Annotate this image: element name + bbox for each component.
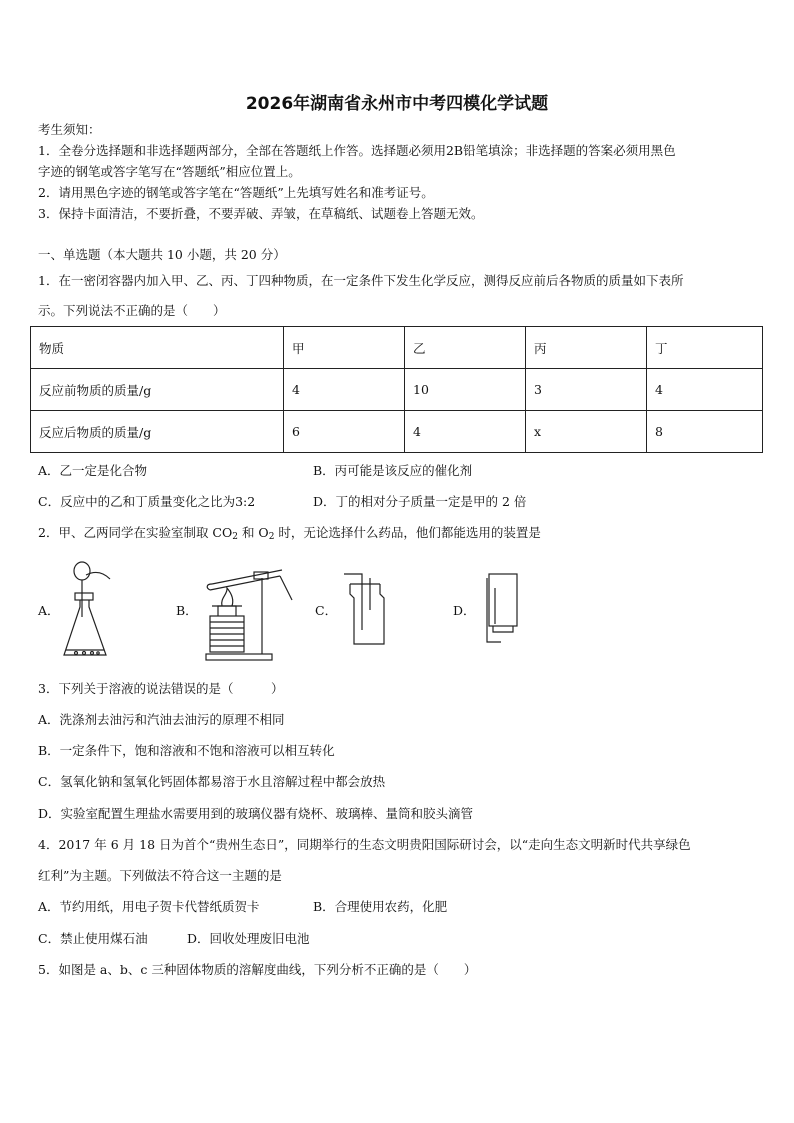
table-cell: 4 <box>405 411 526 453</box>
table-cell: 反应后物质的质量/g <box>31 411 284 453</box>
table-header-row <box>31 327 763 369</box>
notice-item: 2．请用黑色字迹的钢笔或答字笔在“答题纸”上先填写姓名和准考证号。 <box>38 185 434 200</box>
table-cell: 丁 <box>647 327 763 369</box>
question-3-stem: 3．下列关于溶液的说法错误的是（ ） <box>38 681 284 696</box>
table-cell: 反应前物质的质量/g <box>31 369 284 411</box>
table-cell: 8 <box>647 411 763 453</box>
data-table <box>30 326 763 453</box>
question-1-stem-cont: 示。下列说法不正确的是（ ） <box>38 303 226 318</box>
question-1-stem: 1．在一密闭容器内加入甲、乙、丙、丁四种物质，在一定条件下发生化学反应，测得反应前后各物质的质量如下表所 <box>38 273 684 288</box>
page-title: 2026年湖南省永州市中考四模化学试题 <box>245 94 549 114</box>
notice-item: 1．全卷分选择题和非选择题两部分，全部在答题纸上作答。选择题必须用2B铅笔填涂；非选择题的答案必须用黑色 <box>38 143 676 158</box>
table-cell: 10 <box>405 369 526 411</box>
question-4-stem: 4．2017 年 6 月 18 日为首个“贵州生态日”，同期举行的生态文明贵阳国际研讨会，以“走向生态文明新时代共享绿色 <box>38 837 691 852</box>
section-heading: 一、单选题（本大题共 10 小题，共 20 分） <box>38 247 286 262</box>
table-cell: 乙 <box>405 327 526 369</box>
option-a: A．乙一定是化合物 <box>38 463 148 478</box>
option-b: B．丙可能是该反应的催化剂 <box>313 463 473 478</box>
table-cell: 甲 <box>284 327 405 369</box>
option-b: B．一定条件下，饱和溶液和不饱和溶液可以相互转化 <box>38 743 335 758</box>
stem-part: 和 O <box>237 525 269 540</box>
apparatus-label-d: D． <box>453 603 476 618</box>
option-d: D．回收处理废旧电池 <box>187 931 310 946</box>
notice-item: 3．保持卡面清洁，不要折叠，不要弄破、弄皱，在草稿纸、试题卷上答题无效。 <box>38 206 484 221</box>
apparatus-label-b: B． <box>176 603 198 618</box>
table-cell: 丙 <box>526 327 647 369</box>
option-d: D．丁的相对分子质量一定是甲的 2 倍 <box>313 494 527 509</box>
stem-part: 2．甲、乙两同学在实验室制取 CO <box>38 525 233 540</box>
table-row <box>31 369 763 411</box>
table-cell: 6 <box>284 411 405 453</box>
option-c: C．反应中的乙和丁质量变化之比为3:2 <box>38 494 256 509</box>
apparatus-a-flask-funnel-icon <box>58 555 118 665</box>
option-a: A．节约用纸，用电子贺卡代替纸质贺卡 <box>38 899 260 914</box>
notice-item: 字迹的钢笔或答字笔写在“答题纸”相应位置上。 <box>38 164 301 179</box>
subscript: 2 <box>232 532 238 542</box>
notice-heading: 考生须知： <box>38 122 101 137</box>
table-cell: 4 <box>284 369 405 411</box>
question-5-stem: 5．如图是 a、b、c 三种固体物质的溶解度曲线，下列分析不正确的是（ ） <box>38 962 477 977</box>
apparatus-label-c: C． <box>315 603 338 618</box>
table-cell: 物质 <box>31 327 284 369</box>
option-d: D．实验室配置生理盐水需要用到的玻璃仪器有烧杯、玻璃棒、量筒和胶头滴管 <box>38 806 474 821</box>
option-c: C．禁止使用煤石油 <box>38 931 148 946</box>
stem-part: 时，无论选择什么药品，他们都能选用的装置是 <box>274 525 541 540</box>
apparatus-label-a: A． <box>38 603 60 618</box>
question-4-stem-cont: 红利”为主题。下列做法不符合这一主题的是 <box>38 868 282 883</box>
question-2-stem <box>38 523 541 542</box>
table-cell: x <box>526 411 647 453</box>
option-a: A．洗涤剂去油污和汽油去油污的原理不相同 <box>38 712 285 727</box>
apparatus-b-heated-tube-icon <box>200 560 300 662</box>
table-row <box>31 411 763 453</box>
apparatus-d-inverted-bottle-icon <box>475 568 525 648</box>
table-cell: 4 <box>647 369 763 411</box>
option-b: B．合理使用农药，化肥 <box>313 899 448 914</box>
subscript: 2 <box>268 532 275 542</box>
table-cell: 3 <box>526 369 647 411</box>
option-c: C．氢氧化钠和氢氧化钙固体都易溶于水且溶解过程中都会放热 <box>38 774 386 789</box>
apparatus-c-gas-bottle-icon <box>340 570 390 650</box>
